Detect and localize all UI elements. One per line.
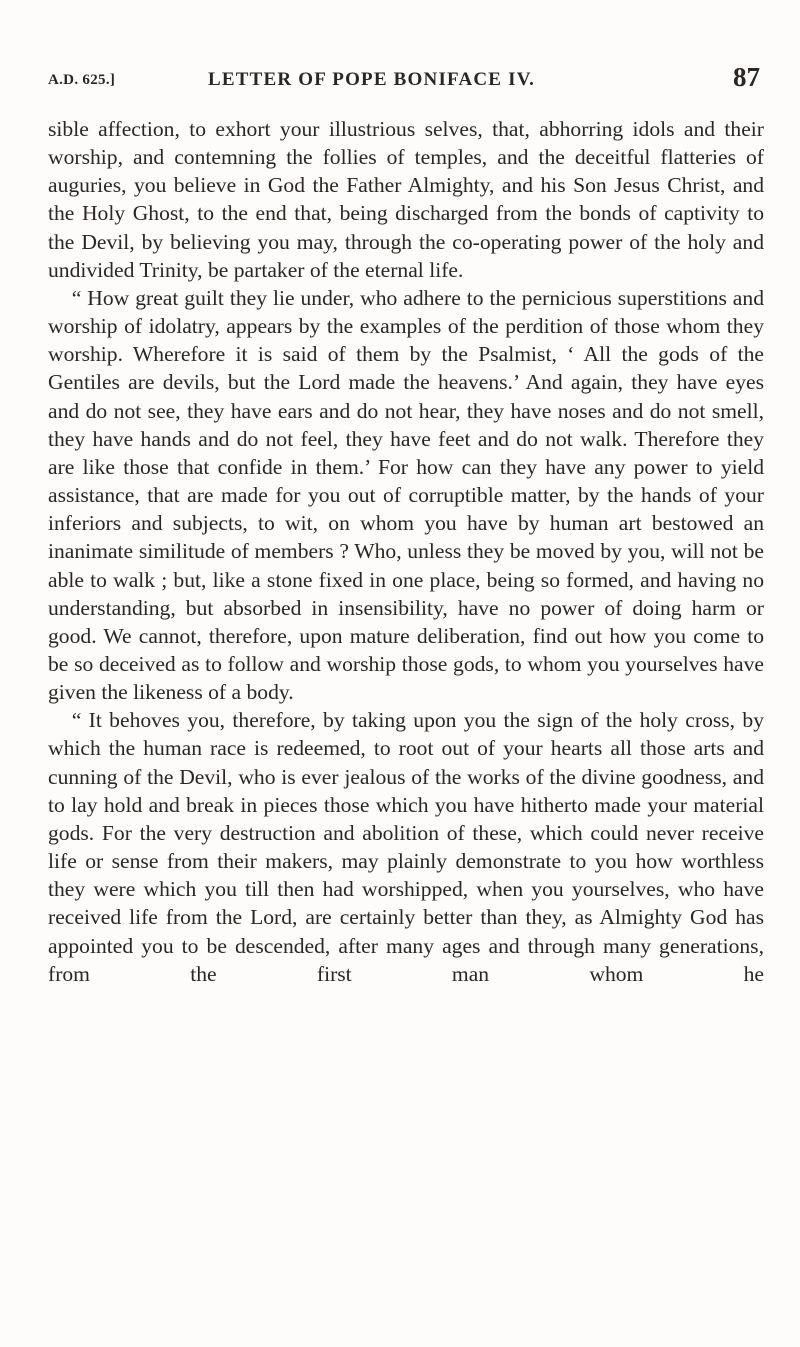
paragraph-1: sible affection, to exhort your illustrious selves, that, abhorring idols and their worship, and contemning the follies of temples, and the deceitful flatteries of auguries, you believe in God the Father Almighty, and his Son Jesus Christ, and the Holy Ghost, to the end that, being discharged from the bonds of captivity to the Devil, by believing you may, through the co-operating power of the holy and undivided Trinity, be partaker of the eternal life. [48, 117, 764, 282]
header-title: LETTER OF POPE BONIFACE IV. [208, 69, 536, 90]
header-date: A.D. 625.] [48, 72, 116, 88]
paragraph-3: “ It behoves you, therefore, by taking upon you the sign of the holy cross, by which the human race is redeemed, to root out of your hearts all those arts and cunning of the Devil, who is ever jealous of the works of the divine goodness, and to lay hold and break in pieces those which you have hitherto made your material gods. For the very destruction and abolition of these, which could never receive life or sense from their makers, may plainly demonstrate to you how worthless they were which you till then had worshipped, when you yourselves, who have received life from the Lord, are certainly better than they, as Almighty God has appointed you to be descended, after many ages and through many generations, from the first man whom he [48, 708, 764, 986]
paragraph-2: “ How great guilt they lie under, who adhere to the pernicious superstitions and worship of idolatry, appears by the examples of the perdition of those whom they worship. Wherefore it is said of them by the Psalmist, ‘ All the gods of the Gentiles are devils, but the Lord made the heavens.’ And again, they have eyes and do not see, they have ears and do not hear, they have noses and do not smell, they have hands and do not feel, they have feet and do not walk. Therefore they are like those that confide in them.’ For how can they have any power to yield assistance, that are made for you out of corruptible matter, by the hands of your inferiors and subjects, to wit, on whom you have by human art bestowed an inanimate similitude of members ? Who, unless they be moved by you, will not be able to walk ; but, like a stone fixed in one place, being so formed, and having no understanding, but absorbed in insensibility, have no power of doing harm or good. We cannot, therefore, upon mature deliberation, find out how you come to be so deceived as to follow and worship those gods, to whom you yourselves have given the likeness of a body. [48, 285, 764, 705]
page-number: 87 [733, 62, 760, 92]
body-text [48, 115, 764, 988]
running-head [48, 62, 760, 96]
